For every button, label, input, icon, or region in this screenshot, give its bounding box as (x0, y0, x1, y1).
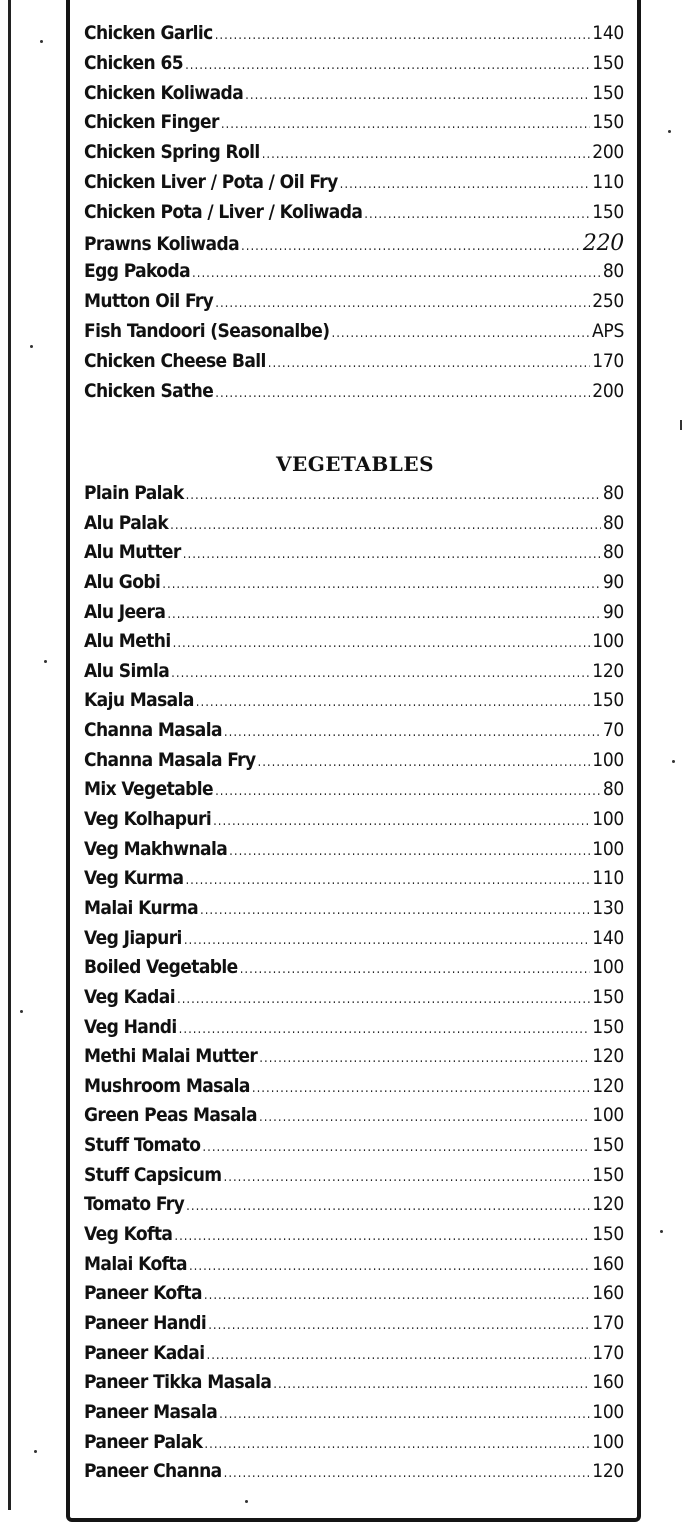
vegetables-list (84, 482, 624, 1490)
vegetables-heading: VEGETABLES (275, 452, 435, 476)
dot-leader (189, 1259, 590, 1274)
menu-item-row (84, 111, 624, 141)
dot-leader (183, 547, 601, 562)
dot-leader (259, 1110, 590, 1125)
menu-item-row (84, 1431, 624, 1461)
menu-item-name: Chicken Finger (84, 111, 219, 134)
dot-leader (245, 88, 590, 103)
menu-item-name: Chicken Sathe (84, 379, 214, 402)
dot-leader (186, 1199, 590, 1214)
dot-leader (202, 1140, 590, 1155)
menu-item-name: Boiled Vegetable (84, 956, 238, 979)
dot-leader (186, 488, 601, 503)
dot-leader (192, 266, 601, 281)
menu-item-row (84, 171, 624, 201)
scan-speck (20, 1010, 23, 1013)
menu-item-row (84, 201, 624, 231)
menu-item-price: 80 (602, 778, 624, 801)
menu-item-row (84, 1075, 624, 1105)
menu-item-price: APS (592, 319, 624, 342)
menu-item-row (84, 1193, 624, 1223)
dot-leader (204, 1437, 590, 1452)
menu-item-row (84, 1460, 624, 1490)
menu-item-name: Kaju Masala (84, 689, 194, 712)
menu-item-price: 100 (592, 808, 624, 831)
menu-item-price: 100 (592, 1430, 624, 1453)
dot-leader (196, 695, 590, 710)
menu-item-row (84, 320, 624, 350)
dot-leader (241, 239, 581, 254)
menu-item-name: Chicken Liver / Pota / Oil Fry (84, 170, 338, 193)
menu-item-price: 150 (592, 689, 624, 712)
menu-item-price: 150 (592, 1015, 624, 1038)
menu-item-row (84, 541, 624, 571)
menu-item-row (84, 82, 624, 112)
menu-item-row (84, 630, 624, 660)
menu-item-name: Veg Makhwnala (84, 837, 228, 860)
menu-item-row (84, 571, 624, 601)
menu-item-name: Malai Kurma (84, 896, 198, 919)
menu-item-row (84, 1312, 624, 1342)
dot-leader (268, 356, 591, 371)
menu-item-price: 170 (592, 1341, 624, 1364)
dot-leader (207, 1348, 591, 1363)
menu-item-name: Veg Kurma (84, 867, 184, 890)
menu-item-row (84, 749, 624, 779)
menu-item-row (84, 260, 624, 290)
menu-item-name: Veg Handi (84, 1015, 177, 1038)
menu-item-row (84, 601, 624, 631)
dot-leader (215, 28, 591, 43)
menu-item-row (84, 22, 624, 52)
menu-item-row (84, 52, 624, 82)
menu-item-price: 150 (592, 51, 624, 74)
menu-item-row (84, 1282, 624, 1312)
menu-item-price: 120 (592, 1074, 624, 1097)
menu-item-price: 100 (592, 837, 624, 860)
menu-item-price: 70 (602, 719, 624, 742)
scan-speck (30, 345, 33, 348)
dot-leader (215, 784, 601, 799)
menu-item-row (84, 1164, 624, 1194)
dot-leader (224, 1466, 591, 1481)
dot-leader (167, 607, 601, 622)
menu-item-name: Veg Jiapuri (84, 926, 182, 949)
scan-speck (668, 130, 671, 133)
menu-item-price: 220 (582, 230, 624, 256)
menu-item-price: 140 (592, 926, 624, 949)
menu-item-row (84, 660, 624, 690)
dot-leader (208, 1318, 590, 1333)
menu-item-price: 150 (592, 200, 624, 223)
menu-item-price: 150 (592, 111, 624, 134)
menu-item-row (84, 141, 624, 171)
dot-leader (258, 755, 591, 770)
menu-item-name: Methi Malai Mutter (84, 1045, 258, 1068)
menu-item-row (84, 867, 624, 897)
dot-leader (179, 1022, 591, 1037)
dot-leader (331, 326, 590, 341)
menu-item-name: Alu Gobi (84, 570, 161, 593)
menu-item-name: Veg Kofta (84, 1223, 173, 1246)
scan-speck (660, 1230, 663, 1233)
menu-item-row (84, 1371, 624, 1401)
dot-leader (240, 962, 591, 977)
dot-leader (273, 1377, 590, 1392)
menu-item-row (84, 1045, 624, 1075)
menu-item-price: 80 (602, 541, 624, 564)
menu-item-row (84, 689, 624, 719)
menu-item-name: Veg Kolhapuri (84, 808, 212, 831)
menu-item-name: Prawns Koliwada (84, 232, 240, 255)
dot-leader (200, 903, 590, 918)
starters-list (84, 22, 624, 409)
dot-leader (224, 1170, 591, 1185)
menu-item-row (84, 897, 624, 927)
menu-item-price: 120 (592, 1193, 624, 1216)
menu-item-row (84, 719, 624, 749)
menu-item-price: 150 (592, 1134, 624, 1157)
dot-leader (213, 814, 590, 829)
dot-leader (173, 636, 591, 651)
menu-item-name: Malai Kofta (84, 1252, 187, 1275)
menu-item-price: 100 (592, 956, 624, 979)
menu-item-row (84, 350, 624, 380)
menu-item-row (84, 380, 624, 410)
menu-item-price: 160 (592, 1282, 624, 1305)
dot-leader (221, 117, 590, 132)
menu-item-name: Stuff Capsicum (84, 1163, 222, 1186)
menu-item-row (84, 986, 624, 1016)
menu-item-price: 80 (602, 511, 624, 534)
menu-item-row (84, 1342, 624, 1372)
menu-item-price: 100 (592, 748, 624, 771)
menu-item-name: Mushroom Masala (84, 1074, 250, 1097)
dot-leader (364, 207, 590, 222)
menu-item-name: Egg Pakoda (84, 260, 191, 283)
menu-item-name: Tomato Fry (84, 1193, 185, 1216)
menu-item-price: 250 (592, 290, 624, 313)
menu-item-price: 150 (592, 81, 624, 104)
menu-item-row (84, 838, 624, 868)
dot-leader (184, 933, 590, 948)
menu-item-name: Alu Jeera (84, 600, 166, 623)
menu-item-row (84, 1401, 624, 1431)
menu-item-name: Veg Kadai (84, 985, 175, 1008)
dot-leader (162, 577, 601, 592)
scan-speck (672, 760, 675, 763)
menu-item-price: 110 (592, 867, 624, 890)
menu-item-name: Channa Masala Fry (84, 748, 256, 771)
menu-item-name: Mix Vegetable (84, 778, 214, 801)
menu-item-name: Paneer Kofta (84, 1282, 202, 1305)
menu-item-name: Chicken Koliwada (84, 81, 244, 104)
menu-item-row (84, 1134, 624, 1164)
menu-item-row (84, 1016, 624, 1046)
menu-item-name: Alu Methi (84, 630, 171, 653)
scan-mark (680, 420, 682, 430)
menu-item-name: Green Peas Masala (84, 1104, 257, 1127)
menu-item-price: 90 (602, 570, 624, 593)
menu-item-name: Alu Mutter (84, 541, 181, 564)
dot-leader (171, 666, 590, 681)
menu-item-row (84, 231, 624, 261)
dot-leader (224, 725, 601, 740)
page-left-rule (8, 0, 11, 1510)
menu-item-name: Chicken Garlic (84, 22, 213, 44)
menu-item-name: Fish Tandoori (Seasonalbe) (84, 319, 330, 342)
menu-item-row (84, 290, 624, 320)
menu-item-price: 160 (592, 1252, 624, 1275)
menu-item-name: Chicken Pota / Liver / Koliwada (84, 200, 363, 223)
dot-leader (177, 992, 590, 1007)
menu-item-row (84, 808, 624, 838)
menu-item-price: 200 (592, 141, 624, 164)
menu-item-price: 150 (592, 985, 624, 1008)
menu-item-row (84, 778, 624, 808)
menu-item-price: 120 (592, 1045, 624, 1068)
dot-leader (259, 1051, 590, 1066)
menu-item-name: Chicken Cheese Ball (84, 349, 266, 372)
menu-item-name: Chicken 65 (84, 51, 184, 74)
menu-item-price: 150 (592, 1223, 624, 1246)
menu-item-name: Stuff Tomato (84, 1134, 201, 1157)
menu-item-price: 80 (602, 482, 624, 504)
menu-item-row (84, 927, 624, 957)
scan-speck (245, 1500, 248, 1503)
scan-speck (40, 40, 43, 43)
menu-item-name: Alu Palak (84, 511, 169, 534)
menu-item-name: Chicken Spring Roll (84, 141, 260, 164)
menu-item-name: Paneer Kadai (84, 1341, 205, 1364)
menu-item-name: Mutton Oil Fry (84, 290, 214, 313)
menu-item-price: 130 (592, 896, 624, 919)
menu-item-price: 170 (592, 1311, 624, 1334)
menu-item-row (84, 1223, 624, 1253)
menu-item-price: 140 (592, 22, 624, 44)
menu-item-price: 110 (592, 170, 624, 193)
scan-speck (34, 1450, 37, 1453)
menu-item-price: 170 (592, 349, 624, 372)
menu-item-price: 120 (592, 659, 624, 682)
menu-item-row (84, 1253, 624, 1283)
menu-item-price: 120 (592, 1460, 624, 1483)
menu-item-name: Paneer Tikka Masala (84, 1371, 272, 1394)
dot-leader (229, 844, 590, 859)
scan-speck (44, 660, 47, 663)
menu-item-price: 90 (602, 600, 624, 623)
menu-item-price: 100 (592, 630, 624, 653)
menu-item-name: Alu Simla (84, 659, 170, 682)
menu-item-price: 200 (592, 379, 624, 402)
menu-item-price: 160 (592, 1371, 624, 1394)
menu-item-row (84, 482, 624, 512)
dot-leader (262, 147, 591, 162)
dot-leader (340, 177, 591, 192)
menu-item-name: Paneer Palak (84, 1430, 203, 1453)
dot-leader (174, 1229, 590, 1244)
dot-leader (252, 1081, 590, 1096)
menu-item-row (84, 1104, 624, 1134)
menu-item-price: 100 (592, 1400, 624, 1423)
menu-item-name: Paneer Masala (84, 1400, 218, 1423)
dot-leader (170, 518, 601, 533)
menu-item-price: 100 (592, 1104, 624, 1127)
menu-item-price: 150 (592, 1163, 624, 1186)
dot-leader (204, 1288, 590, 1303)
menu-item-name: Paneer Channa (84, 1460, 222, 1483)
menu-item-name: Plain Palak (84, 482, 184, 504)
dot-leader (185, 58, 590, 73)
menu-item-row (84, 512, 624, 542)
dot-leader (185, 873, 590, 888)
dot-leader (215, 296, 590, 311)
menu-item-name: Channa Masala (84, 719, 222, 742)
menu-item-name: Paneer Handi (84, 1311, 207, 1334)
dot-leader (219, 1407, 590, 1422)
menu-item-row (84, 956, 624, 986)
menu-item-price: 80 (602, 260, 624, 283)
dot-leader (215, 386, 590, 401)
